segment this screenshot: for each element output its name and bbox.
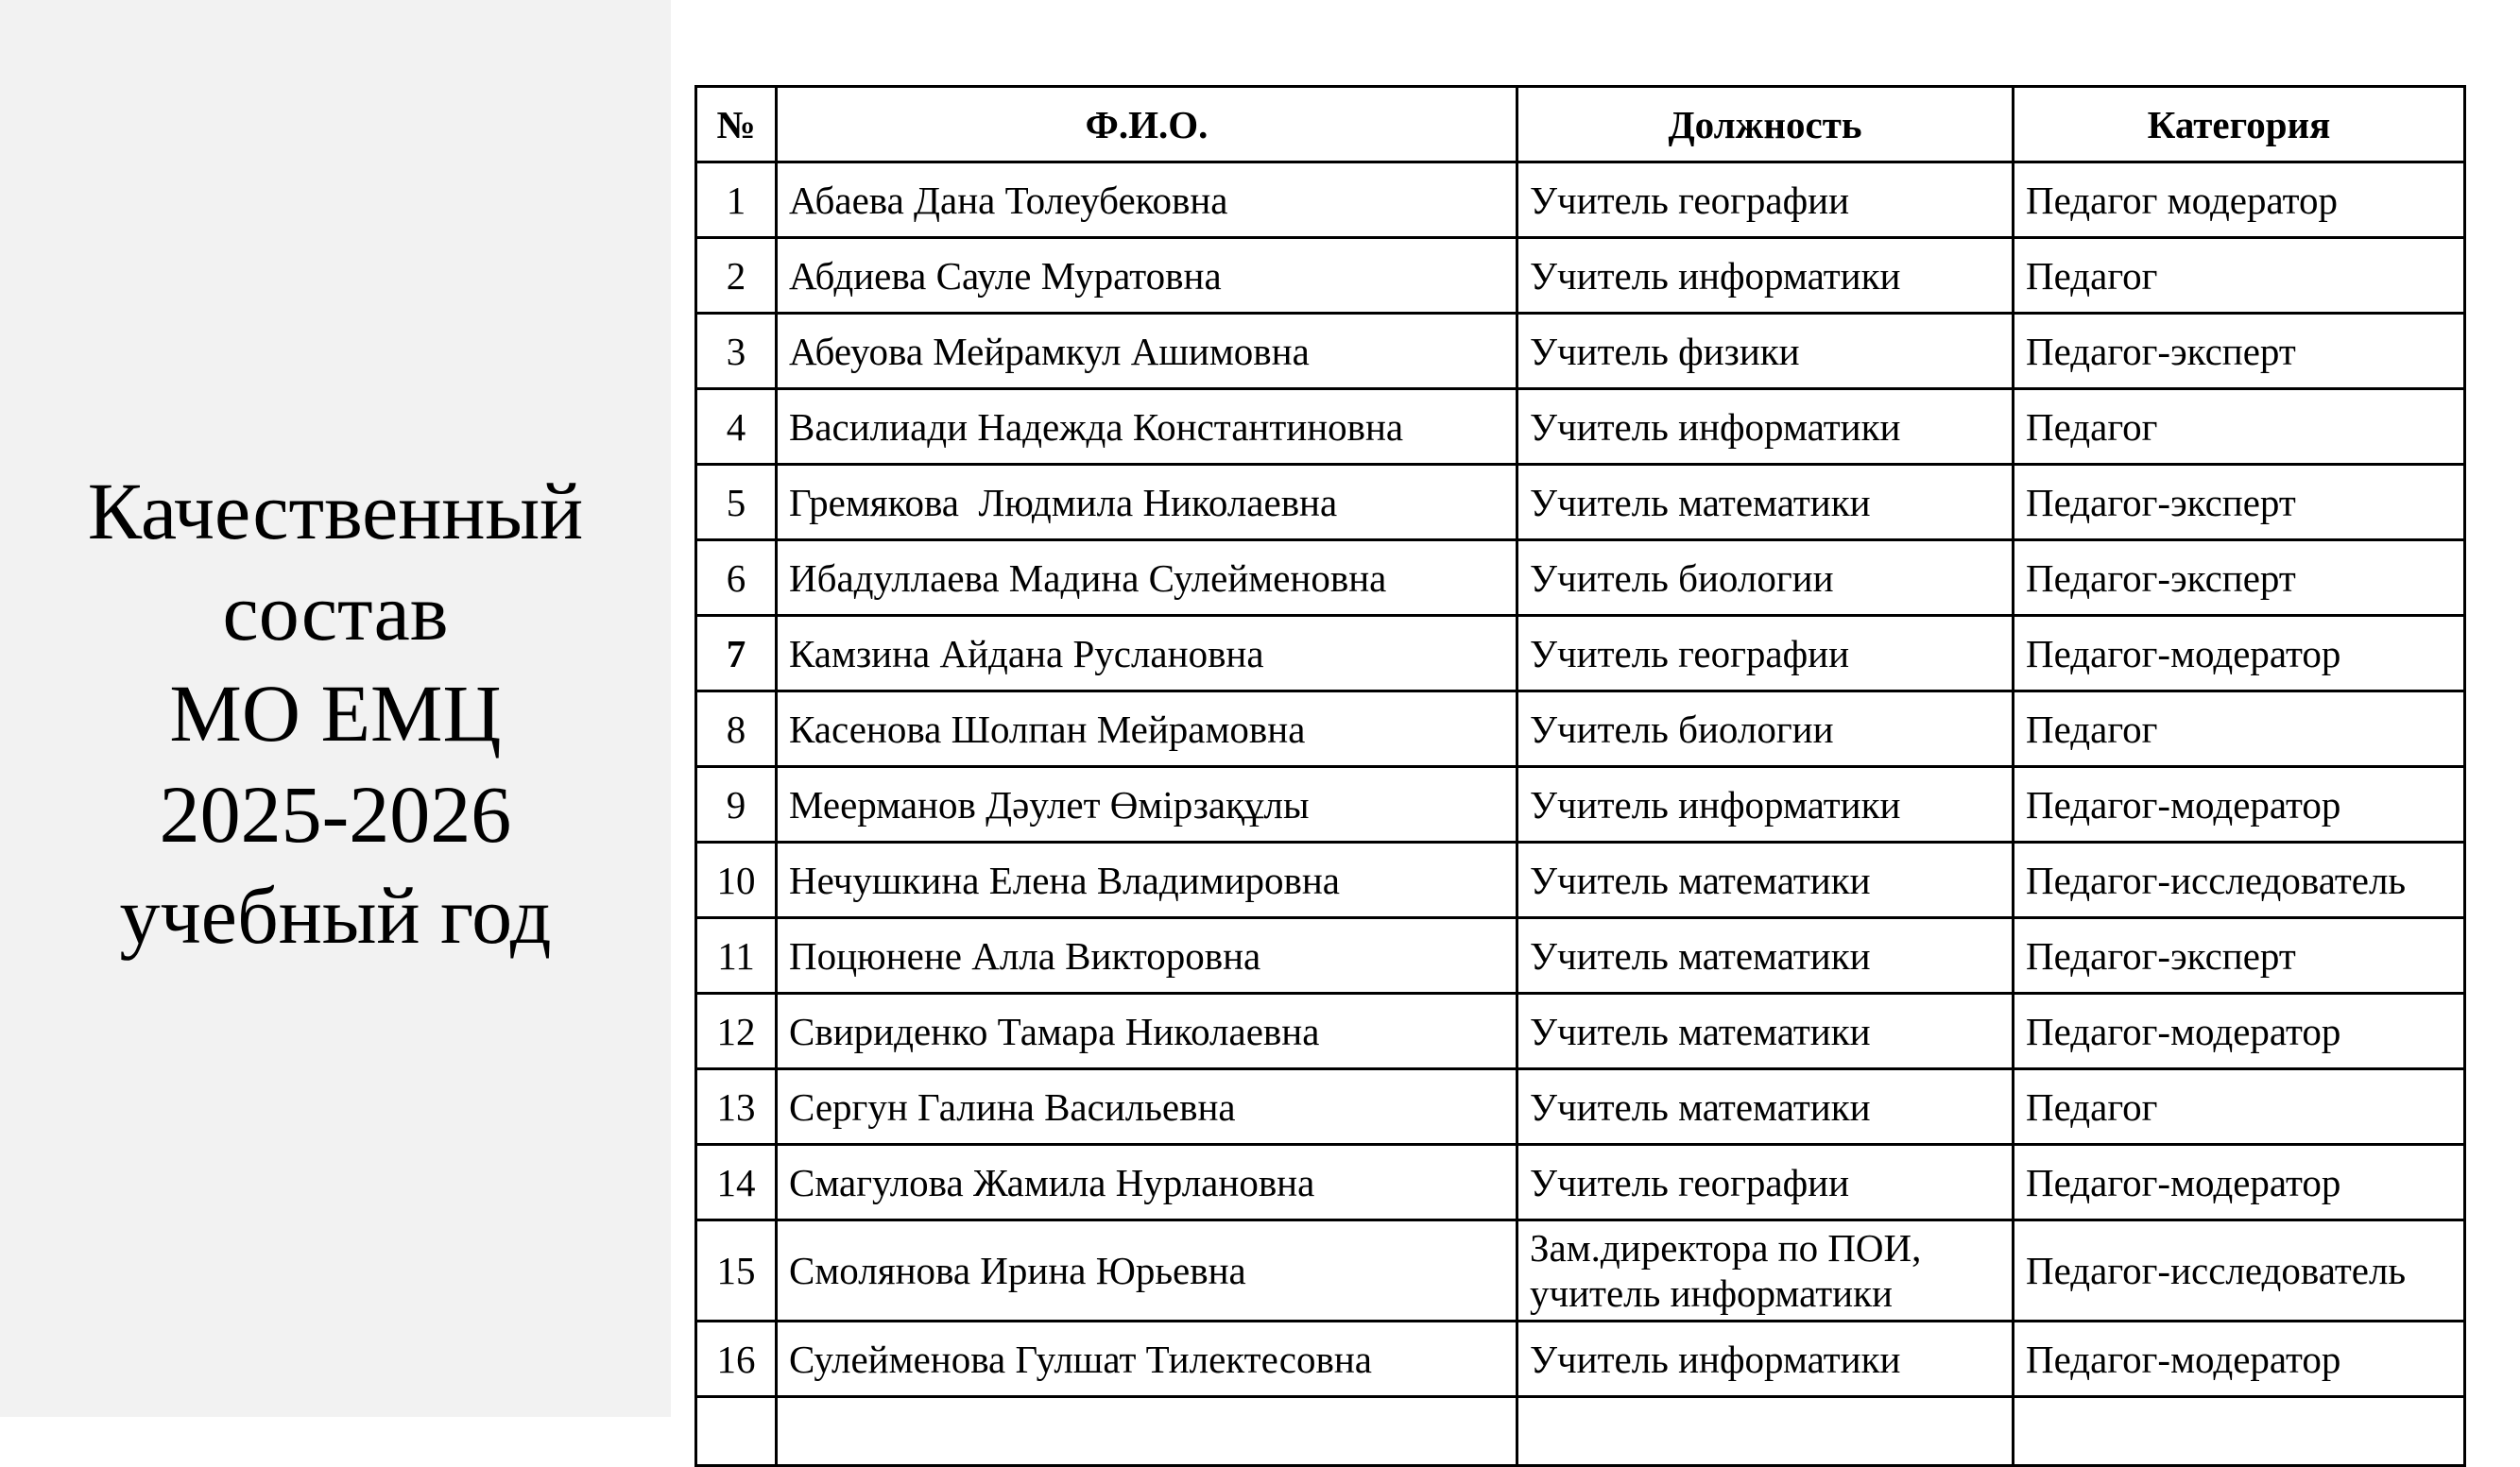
- table-row: [696, 918, 2465, 994]
- row-name: Свириденко Тамара Николаевна: [777, 994, 1517, 1069]
- row-num: 15: [696, 1220, 777, 1322]
- row-name: Смагулова Жамила Нурлановна: [777, 1145, 1517, 1220]
- table-row: [696, 767, 2465, 843]
- table-row: [696, 843, 2465, 918]
- row-num: 8: [696, 691, 777, 767]
- slide-title: [0, 0, 671, 1417]
- row-name: Василиади Надежда Константиновна: [777, 389, 1517, 465]
- row-position: Учитель информатики: [1517, 767, 2014, 843]
- row-category: Педагог: [2014, 238, 2465, 314]
- header-category: Категория: [2014, 87, 2465, 162]
- header-num: №: [696, 87, 777, 162]
- table-row: [696, 691, 2465, 767]
- row-name: Сергун Галина Васильевна: [777, 1069, 1517, 1145]
- row-name: Гремякова Людмила Николаевна: [777, 465, 1517, 540]
- row-category: Педагог-модератор: [2014, 994, 2465, 1069]
- row-position: [1517, 1397, 2014, 1466]
- row-category: Педагог-модератор: [2014, 767, 2465, 843]
- table-row: [696, 162, 2465, 238]
- row-name: Абеуова Мейрамкул Ашимовна: [777, 314, 1517, 389]
- row-num: 12: [696, 994, 777, 1069]
- row-num: 16: [696, 1322, 777, 1397]
- header-position: Должность: [1517, 87, 2014, 162]
- row-name: Сулейменова Гулшат Тилектесовна: [777, 1322, 1517, 1397]
- row-position: Учитель географии: [1517, 162, 2014, 238]
- row-category: Педагог-исследователь: [2014, 843, 2465, 918]
- row-num: [696, 1397, 777, 1466]
- table-header-row: [696, 87, 2465, 162]
- row-category: Педагог: [2014, 691, 2465, 767]
- row-category: Педагог-эксперт: [2014, 540, 2465, 616]
- table-row: [696, 1220, 2465, 1322]
- row-name: Поцюнене Алла Викторовна: [777, 918, 1517, 994]
- row-num: 6: [696, 540, 777, 616]
- row-num: 4: [696, 389, 777, 465]
- row-num: 10: [696, 843, 777, 918]
- row-num: 3: [696, 314, 777, 389]
- table-row: [696, 238, 2465, 314]
- row-position: Учитель биологии: [1517, 691, 2014, 767]
- title-line: 2025-2026: [159, 768, 512, 860]
- row-position: Учитель географии: [1517, 616, 2014, 691]
- row-position: Учитель физики: [1517, 314, 2014, 389]
- table-row: [696, 994, 2465, 1069]
- row-category: Педагог модератор: [2014, 162, 2465, 238]
- row-position: Учитель информатики: [1517, 389, 2014, 465]
- row-position: Учитель биологии: [1517, 540, 2014, 616]
- row-num: 2: [696, 238, 777, 314]
- title-line: учебный год: [119, 869, 552, 961]
- row-position-line: учитель информатики: [1530, 1271, 1893, 1315]
- row-position: Учитель математики: [1517, 918, 2014, 994]
- row-position-line: Зам.директора по ПОИ,: [1530, 1226, 1922, 1270]
- row-num: 7: [696, 616, 777, 691]
- row-category: [2014, 1397, 2465, 1466]
- table-row: [696, 465, 2465, 540]
- row-position: Учитель информатики: [1517, 238, 2014, 314]
- row-name: Абдиева Сауле Муратовна: [777, 238, 1517, 314]
- row-num: 11: [696, 918, 777, 994]
- row-name: Ибадуллаева Мадина Сулейменовна: [777, 540, 1517, 616]
- table-row: [696, 540, 2465, 616]
- title-line: Качественный: [87, 465, 584, 556]
- row-name: Нечушкина Елена Владимировна: [777, 843, 1517, 918]
- table-row: [696, 616, 2465, 691]
- row-name: Абаева Дана Толеубековна: [777, 162, 1517, 238]
- table-row: [696, 1322, 2465, 1397]
- row-num: 9: [696, 767, 777, 843]
- title-line: состав: [222, 566, 449, 657]
- title-line: МО ЕМЦ: [169, 667, 502, 759]
- row-category: Педагог-исследователь: [2014, 1220, 2465, 1322]
- row-name: Касенова Шолпан Мейрамовна: [777, 691, 1517, 767]
- row-name: Камзина Айдана Руслановна: [777, 616, 1517, 691]
- row-category: Педагог: [2014, 1069, 2465, 1145]
- row-position: Учитель математики: [1517, 1069, 2014, 1145]
- table-row: [696, 1397, 2465, 1466]
- row-category: Педагог: [2014, 389, 2465, 465]
- row-position: Учитель математики: [1517, 843, 2014, 918]
- row-category: Педагог-эксперт: [2014, 918, 2465, 994]
- row-position: Учитель математики: [1517, 465, 2014, 540]
- table-row: [696, 314, 2465, 389]
- row-category: Педагог-эксперт: [2014, 465, 2465, 540]
- table-row: [696, 1145, 2465, 1220]
- row-num: 13: [696, 1069, 777, 1145]
- header-name: Ф.И.О.: [777, 87, 1517, 162]
- row-name: Меерманов Дәулет Өмірзақұлы: [777, 767, 1517, 843]
- row-num: 14: [696, 1145, 777, 1220]
- row-position: Учитель географии: [1517, 1145, 2014, 1220]
- row-num: 1: [696, 162, 777, 238]
- row-category: Педагог-модератор: [2014, 616, 2465, 691]
- staff-table: [694, 85, 2466, 1467]
- row-position: Учитель информатики: [1517, 1322, 2014, 1397]
- table-row: [696, 389, 2465, 465]
- row-num: 5: [696, 465, 777, 540]
- row-position: Учитель математики: [1517, 994, 2014, 1069]
- row-category: Педагог-модератор: [2014, 1145, 2465, 1220]
- row-category: Педагог-эксперт: [2014, 314, 2465, 389]
- row-category: Педагог-модератор: [2014, 1322, 2465, 1397]
- row-name: [777, 1397, 1517, 1466]
- table-row: [696, 1069, 2465, 1145]
- row-position: [1517, 1220, 2014, 1322]
- row-name: Смолянова Ирина Юрьевна: [777, 1220, 1517, 1322]
